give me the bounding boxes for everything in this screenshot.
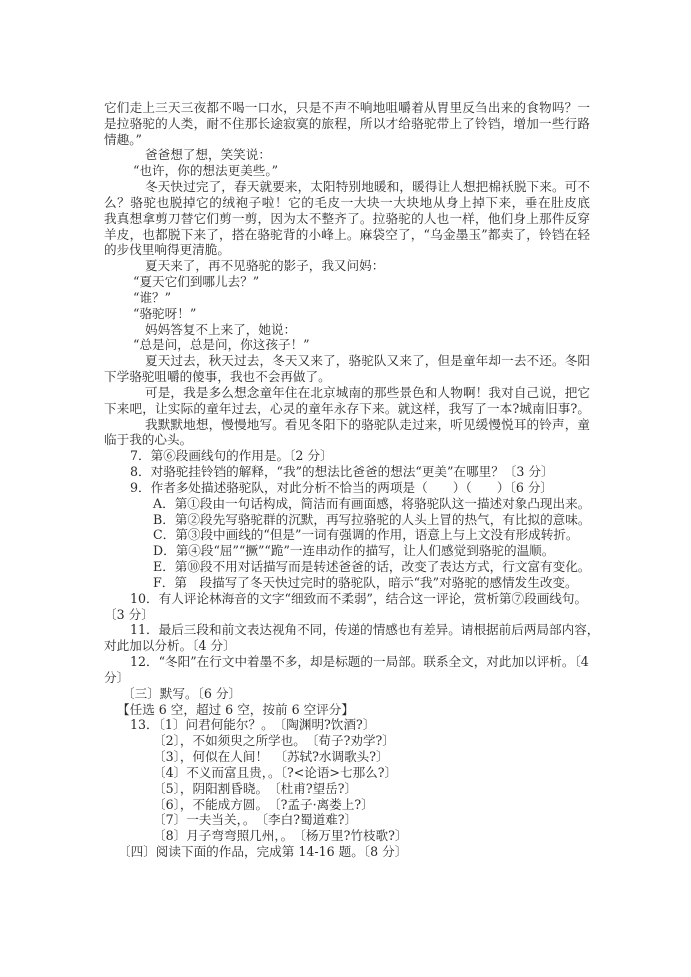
text-line: 我默默地想，慢慢地写。看见冬阳下的骆驼队走过来，听见缓慢悦耳的铃声，童	[145, 416, 590, 432]
text-line: 9．作者多处描述骆驼队，对此分析不恰当的两项是（ ）（ ）〔6 分〕	[130, 479, 554, 495]
text-line: “骆驼呀！”	[133, 305, 197, 321]
text-line: 夏天来了，再不见骆驼的影子，我又问妈：	[145, 258, 385, 274]
text-line: C．第③段中画线的“但是”一词有强调的作用，语意上与上文没有形成转折。	[153, 527, 579, 543]
text-line: 11．最后三段和前文表达视角不同，传递的情感也有差异。请根据前后两局部内容，	[130, 622, 600, 638]
text-line: 它们走上三天三夜都不喝一口水，只是不声不响地咀嚼着从胃里反刍出来的食物吗？一	[104, 100, 590, 115]
text-line: 爸爸想了想，笑笑说：	[145, 147, 271, 163]
text-line: 8．对骆驼挂铃铛的解释，“我”的想法比爸爸的想法“更美”在哪里？〔3 分〕	[130, 464, 554, 480]
text-line: 可是，我是多么想念童年住在北京城南的那些景色和人物啊！我对自己说，把它	[145, 384, 590, 400]
text-line: 〔4〕不义而富且贵，。〔?<论语>七那么?〕	[153, 764, 398, 780]
text-line: A．第①段由一句话构成，简洁而有画面感，将骆驼队这一描述对象凸现出来。	[153, 495, 591, 511]
text-line: 夏天过去，秋天过去，冬天又来了，骆驼队又来了，但是童年却一去不还。冬阳	[145, 353, 590, 369]
text-line: F．第 段描写了冬天快过完时的骆驼队，暗示“我”对骆驼的感情发生改变。	[153, 574, 578, 590]
text-line: 12．“冬阳”在行文中着墨不多，却是标题的一局部。联系全文，对此加以评析。〔4	[130, 654, 589, 670]
text-line: B．第②段先写骆驼群的沉默，再写拉骆驼的人头上冒的热气，有比拟的意味。	[153, 511, 591, 527]
text-line: 羊皮，也都脱下来了，搭在骆驼背的小峰上。麻袋空了，“乌金墨玉”都卖了，铃铛在轻	[104, 226, 590, 242]
text-line: 〔3〕，何似在人间！ 〔苏轼?水调歌头?〕	[153, 749, 389, 765]
text-line: E．第⑩段不用对话描写而是转述爸爸的话，改变了表达方式，行文富有变化。	[153, 559, 591, 575]
text-line: 10．有人评论林海音的文字“细致而不柔弱”，结合这一评论，赏析第⑦段画线句。	[130, 590, 588, 606]
text-line: 〔5〕，阴阳割昏晓。 〔杜甫?望岳?〕	[153, 780, 358, 796]
text-line: 分〕	[104, 669, 130, 685]
text-line: 的步伐里响得更清脆。	[104, 242, 230, 258]
text-line: 〔7〕一夫当关，。 〔李白?蜀道难?〕	[153, 812, 358, 828]
text-line: D．第④段“屈”“撅”“跪”一连串动作的描写，让人们感觉到骆驼的温顺。	[153, 543, 555, 559]
text-line: 〔三〕默写。〔6 分〕	[122, 685, 242, 701]
text-line: 〔8〕月子弯弯照几州，。 〔杨万里?竹枝歌?〕	[153, 828, 408, 844]
text-line: 是拉骆驼的人类，耐不住那长途寂寞的旅程，所以才给骆驼带上了铃铛，增加一些行路	[104, 115, 590, 131]
text-line: 【任选 6 空，超过 6 空，按前 6 空评分】	[117, 701, 354, 717]
text-line: 〔6〕，不能成方圆。 〔?孟子·离娄上?〕	[153, 796, 374, 812]
text-line: 情趣。”	[104, 131, 142, 147]
text-line: 我真想拿剪刀替它们剪一剪，因为太不整齐了。拉骆驼的人也一样，他们身上那件反穿	[104, 210, 590, 226]
text-line: 妈妈答复不上来了，她说：	[145, 321, 297, 337]
text-line: 对此加以分析。〔4 分〕	[104, 638, 236, 654]
text-line: “也许，你的想法更美些。”	[133, 163, 279, 179]
text-line: 〔2〕，不如须臾之所学也。 〔荀子?劝学?〕	[153, 733, 395, 749]
text-line: 〔四〕阅读下面的作品，完成第 14-16 题。〔8 分〕	[118, 844, 408, 859]
text-line: 13．〔1〕问君何能尔？。 〔陶渊明?饮酒?〕	[130, 717, 376, 733]
text-line: 冬天快过完了，春天就要来，太阳特别地暖和，暖得让人想把棉袄脱下来。可不	[145, 179, 590, 195]
text-line: 下学骆驼咀嚼的傻事，我也不会再做了。	[104, 369, 331, 385]
text-line: “总是问，总是问，你这孩子！”	[133, 337, 310, 353]
text-line: 〔3 分〕	[104, 606, 154, 622]
text-line: 下来吧，让实际的童年过去，心灵的童年永存下来。就这样，我写了一本?城南旧事?。	[104, 400, 590, 416]
text-line: “夏天它们到哪儿去？”	[133, 274, 260, 290]
text-line: 么？骆驼也脱掉它的绒袍子啦！它的毛皮一大块一大块地从身上掉下来，垂在肚皮底	[104, 194, 590, 210]
text-line: 临于我的心头。	[104, 432, 193, 448]
text-line: “谁？”	[133, 289, 172, 305]
text-line: 7．第⑥段画线句的作用是。〔2 分〕	[130, 448, 333, 464]
